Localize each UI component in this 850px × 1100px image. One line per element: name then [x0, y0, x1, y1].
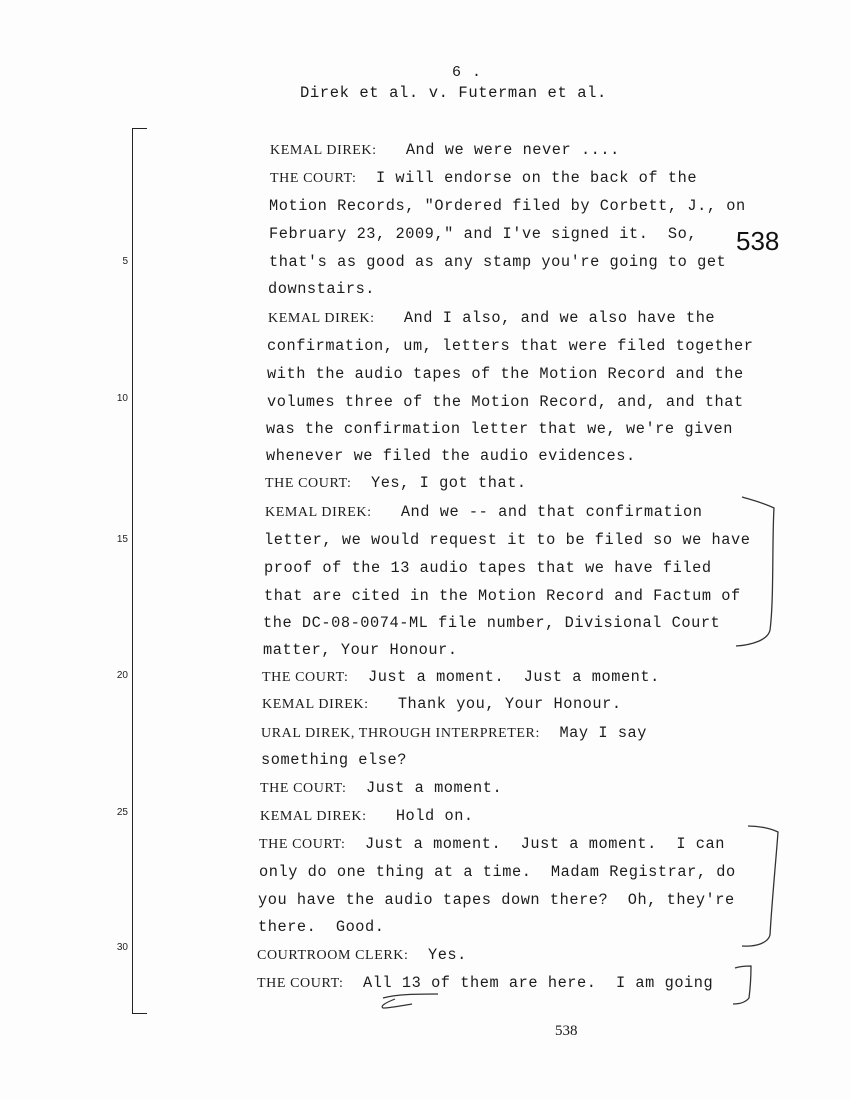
line-text: matter, Your Honour. — [263, 641, 458, 659]
line-number: 15 — [116, 534, 128, 545]
line-number: 25 — [116, 807, 128, 818]
line-text: downstairs. — [268, 280, 376, 298]
line-text: Yes, I got that. — [351, 474, 527, 492]
speaker-label: KEMAL DIREK: — [265, 505, 372, 520]
line-text: proof of the 13 audio tapes that we have filed — [264, 559, 712, 577]
line-text: Motion Records, "Ordered filed by Corbett, J., on — [269, 197, 746, 215]
page-number: 6 . — [452, 64, 483, 81]
line-text: Hold on. — [366, 807, 474, 825]
case-title: Direk et al. v. Futerman et al. — [300, 84, 607, 102]
speaker-label: KEMAL DIREK: — [262, 697, 369, 712]
speaker-label: THE COURT: — [257, 976, 344, 991]
handwritten-bracket-2 — [742, 826, 778, 946]
line-text: letter, we would request it to be filed so we have — [264, 531, 751, 549]
line-number: 20 — [116, 670, 128, 681]
speaker-label: THE COURT: — [265, 476, 352, 491]
handwritten-bracket-3 — [733, 966, 751, 1004]
line-text: Just a moment. — [346, 779, 503, 797]
speaker-label: KEMAL DIREK: — [268, 311, 375, 326]
handwritten-bracket-1 — [736, 497, 774, 646]
speaker-label: COURTROOM CLERK: — [257, 948, 409, 963]
line-text: Yes. — [408, 946, 467, 964]
line-text: Just a moment. Just a moment. I can — [345, 835, 725, 853]
line-number: 30 — [116, 942, 128, 953]
speaker-label: KEMAL DIREK: — [260, 809, 367, 824]
line-text: only do one thing at a time. Madam Registrar, do — [259, 863, 736, 881]
line-text: something else? — [261, 751, 407, 769]
speaker-label: THE COURT: — [259, 837, 346, 852]
line-number: 5 — [122, 256, 128, 267]
line-text: you have the audio tapes down there? Oh, they're — [258, 891, 735, 909]
footer-page-number: 538 — [555, 1023, 578, 1039]
line-text: there. Good. — [258, 918, 385, 936]
line-text: whenever we filed the audio evidences. — [266, 447, 636, 465]
speaker-label: KEMAL DIREK: — [270, 143, 377, 158]
speaker-label: THE COURT: — [270, 171, 357, 186]
line-number: 10 — [116, 393, 128, 404]
speaker-label: THE COURT: — [262, 670, 349, 685]
line-text: And I also, and we also have the — [374, 309, 716, 327]
line-text: confirmation, um, letters that were filed together — [267, 337, 754, 355]
line-text: All 13 of them are here. I am going — [343, 974, 714, 992]
line-text: February 23, 2009," and I've signed it. So, — [269, 225, 698, 243]
line-text: volumes three of the Motion Record, and, and that — [267, 393, 744, 411]
line-text: Just a moment. Just a moment. — [348, 668, 660, 686]
line-text: Thank you, Your Honour. — [368, 695, 622, 713]
line-text: May I say — [539, 724, 648, 742]
line-text: And we -- and that confirmation — [371, 503, 703, 521]
line-text: I will endorse on the back of the — [356, 169, 698, 187]
speaker-label: THE COURT: — [260, 781, 347, 796]
handwritten-underline — [382, 994, 438, 1008]
line-text: with the audio tapes of the Motion Record and the — [267, 365, 744, 383]
page-stamp-number: 538 — [736, 226, 780, 256]
line-text: the DC-08-0074-ML file number, Divisional Court — [263, 614, 721, 632]
line-text: And we were never .... — [376, 141, 620, 159]
line-text: that are cited in the Motion Record and Factum of — [264, 587, 741, 605]
line-text: was the confirmation letter that we, we're given — [266, 420, 734, 438]
line-text: that's as good as any stamp you're going to get — [269, 253, 727, 271]
speaker-label: URAL DIREK, THROUGH INTERPRETER: — [261, 726, 540, 741]
